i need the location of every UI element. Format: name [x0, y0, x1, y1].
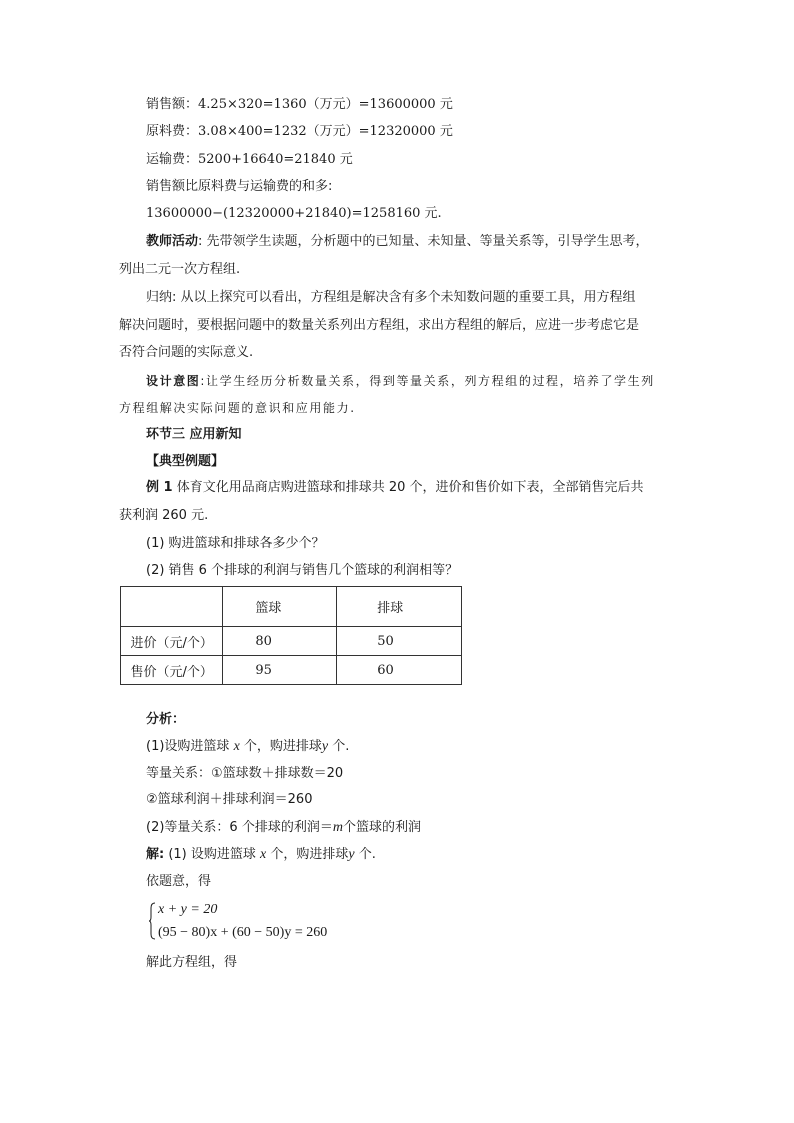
teacher-activity-line1: 教师活动: 先带领学生读题，分析题中的已知量、未知量、等量关系等，引导学生思考，	[146, 234, 649, 249]
difference-line: 13600000−(12320000+21840)=1258160 元.	[146, 206, 442, 221]
example-label: 例 1	[146, 480, 173, 495]
example-line2: 获利润 260 元.	[119, 508, 209, 523]
table-cell: 进价（元/个）	[121, 627, 223, 656]
design-intent-line2: 方程组解决实际问题的意识和应用能力.	[119, 401, 356, 415]
solution-line2: 依题意，得	[146, 874, 212, 889]
section-title: 环节三 应用新知	[146, 427, 242, 442]
analysis-line4: (2)等量关系：6 个排球的利润＝m个篮球的利润	[146, 820, 421, 835]
summary-line1: 归纳: 从以上探究可以看出，方程组是解决含有多个未知数问题的重要工具，用方程组	[146, 290, 636, 305]
equation-1: x + y = 20	[158, 902, 218, 917]
design-intent-line1: 设计意图:让学生经历分析数量关系，得到等量关系，列方程组的过程，培养了学生列	[146, 374, 655, 388]
sales-label: 销售额：	[146, 97, 199, 112]
summary-line2: 解决问题时，要根据问题中的数量关系列出方程组，求出方程组的解后，应进一步考虑它是	[119, 318, 640, 333]
transport-value: 5200+16640=21840 元	[198, 152, 353, 167]
sales-value: 4.25×320=1360（万元）=13600000 元	[198, 97, 453, 112]
example-question-2: (2) 销售 6 个排球的利润与销售几个篮球的利润相等？	[146, 563, 459, 578]
example-question-1: (1) 购进篮球和排球各多少个？	[146, 536, 325, 551]
table-row	[121, 656, 462, 685]
example-header: 【典型例题】	[146, 454, 225, 469]
equation-2: (95 − 80)x + (60 − 50)y = 260	[158, 925, 328, 940]
left-brace-icon	[149, 902, 156, 940]
table-cell: 售价（元/个）	[121, 656, 223, 685]
teacher-activity-label: 教师活动	[146, 234, 199, 249]
table-header-row	[121, 587, 462, 627]
table-cell: 50	[337, 627, 462, 656]
analysis-line2: 等量关系：①篮球数＋排球数＝20	[146, 766, 344, 781]
table-row	[121, 627, 462, 656]
table-cell: 80	[223, 627, 337, 656]
teacher-activity-line2: 列出二元一次方程组.	[119, 262, 241, 277]
analysis-line1: (1)设购进篮球 x 个，购进排球y 个.	[146, 739, 350, 754]
material-label: 原料费：	[146, 124, 199, 139]
solution-line3: 解此方程组，得	[146, 955, 238, 970]
compare-line: 销售额比原料费与运输费的和多:	[146, 179, 333, 194]
material-value: 3.08×400=1232（万元）=12320000 元	[198, 124, 453, 139]
table-header-cell: 篮球	[223, 587, 337, 627]
solution-line1: 解: (1) 设购进篮球 x 个，购进排球y 个.	[146, 847, 376, 862]
example-line1: 例 1 体育文化用品商店购进篮球和排球共 20 个，进价和售价如下表，全部销售完后共	[146, 480, 644, 495]
price-table	[120, 586, 462, 685]
table-cell: 95	[223, 656, 337, 685]
transport-label: 运输费：	[146, 152, 199, 167]
table-header-cell	[121, 587, 223, 627]
table-header-cell: 排球	[337, 587, 462, 627]
material-line	[146, 122, 453, 142]
transport-line	[146, 150, 353, 170]
analysis-title: 分析：	[146, 712, 186, 727]
summary-line3: 否符合问题的实际意义.	[119, 345, 254, 360]
sales-line	[146, 95, 453, 115]
analysis-line3: ②篮球利润＋排球利润＝260	[146, 792, 313, 807]
table-cell: 60	[337, 656, 462, 685]
design-intent-label: 设计意图	[146, 374, 201, 388]
solution-label: 解:	[146, 847, 165, 862]
